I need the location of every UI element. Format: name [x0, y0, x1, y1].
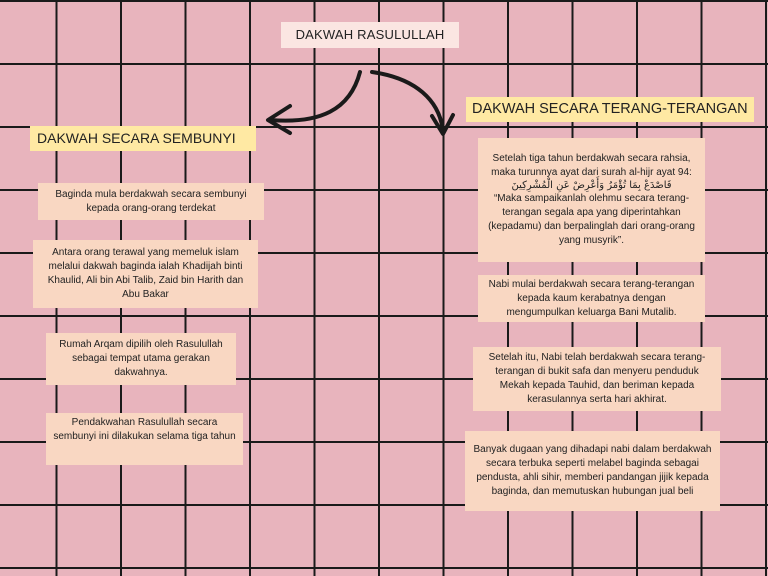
page-title: DAKWAH RASULULLAH — [281, 22, 459, 48]
arrow-to-terang — [372, 72, 443, 132]
card-sembunyi-3: Rumah Arqam dipilih oleh Rasulullah sebagai tempat utama gerakan dakwahnya. — [46, 333, 236, 385]
card-terang-1 — [478, 138, 705, 262]
card-terang-4: Banyak dugaan yang dihadapi nabi dalam berdakwah secara terbuka seperti melabel baginda sebagai pendusta, ahli sihir, memberi pandangan jijik kepada baginda, dan memutuskan hubungan jual beli — [465, 431, 720, 511]
card-terang-1-intro: Setelah tiga tahun berdakwah secara rahsia, maka turunnya ayat dari surah al-hijr ayat 94: — [491, 153, 692, 178]
card-sembunyi-2: Antara orang terawal yang memeluk islam melalui dakwah baginda ialah Khadijah binti Khaulid, Ali bin Abi Talib, Zaid bin Harith dan Abu Bakar — [33, 240, 258, 308]
heading-sembunyi: DAKWAH SECARA SEMBUNYI — [30, 126, 256, 151]
card-sembunyi-1: Baginda mula berdakwah secara sembunyi kepada orang-orang terdekat — [38, 183, 264, 220]
card-terang-1-arabic: فَاصْدَعْ بِمَا تُؤْمَرُ وَأَعْرِضْ عَنِ الْمُشْرِكِينَ — [511, 180, 672, 191]
arrow-to-sembunyi — [270, 72, 360, 121]
heading-terang: DAKWAH SECARA TERANG-TERANGAN — [466, 97, 754, 122]
card-terang-2: Nabi mulai berdakwah secara terang-terangan kepada kaum kerabatnya dengan mengumpulkan keluarga Bani Mutalib. — [478, 275, 705, 322]
card-sembunyi-4: Pendakwahan Rasulullah secara sembunyi ini dilakukan selama tiga tahun — [46, 413, 243, 465]
card-terang-3: Setelah itu, Nabi telah berdakwah secara terang-terangan di bukit safa dan menyeru penduduk Mekah kepada Tauhid, dan beriman kepada kerasulannya serta hari akhirat. — [473, 347, 721, 411]
card-terang-1-translation: “Maka sampaikanlah olehmu secara terang-terangan segala apa yang diperintahkan (kepadamu) dan berpalinglah dari orang-orang yang musyrik”. — [488, 193, 695, 246]
